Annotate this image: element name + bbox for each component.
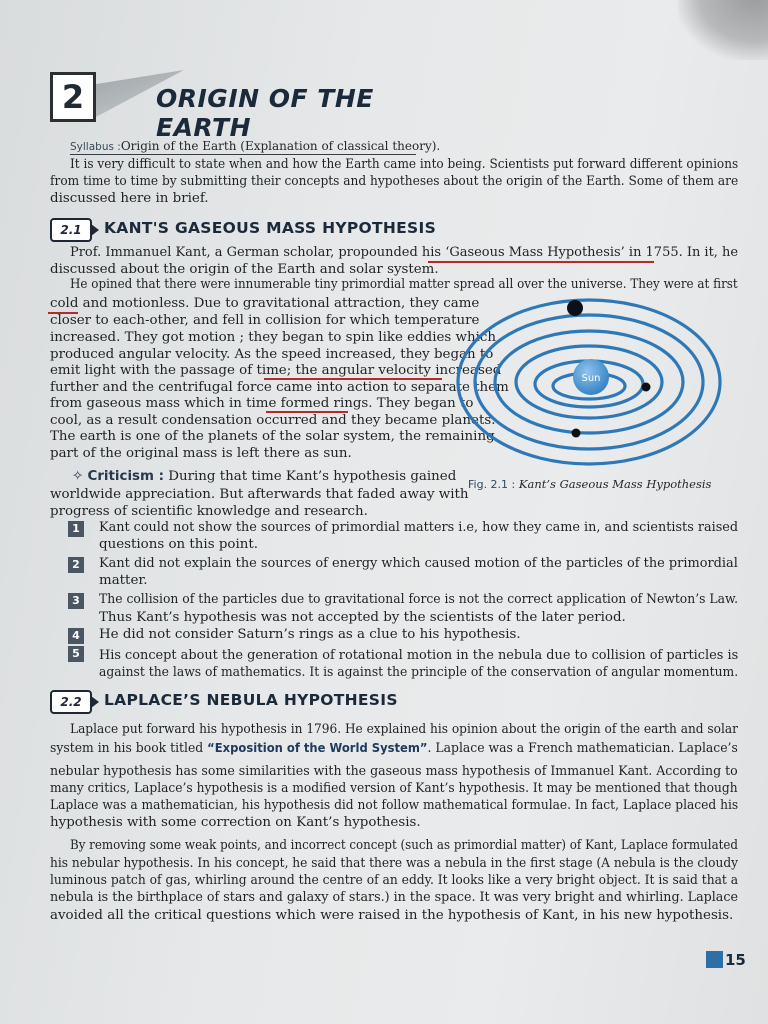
sun-label: Sun bbox=[581, 373, 601, 384]
kant-para2-line: further and the centrifugal force came into action to separate them bbox=[50, 380, 509, 395]
section-number-badge: 2.2 bbox=[50, 690, 92, 714]
kant-orbit-diagram bbox=[456, 296, 726, 471]
red-pen-underline bbox=[48, 312, 78, 314]
criticism-text: During that time Kant’s hypothesis gained bbox=[168, 469, 457, 484]
laplace-para2-line: avoided all the critical questions which were raised in the hypothesis of Kant, in his new hypothesis. bbox=[50, 908, 734, 923]
planet-dot bbox=[567, 300, 583, 316]
chapter-heading bbox=[50, 70, 470, 142]
point-line: questions on this point. bbox=[99, 537, 259, 552]
diamond-bullet-icon: ✧ bbox=[72, 469, 84, 484]
section-title: KANT'S GASEOUS MASS HYPOTHESIS bbox=[104, 219, 437, 237]
syllabus-label: Syllabus : bbox=[70, 141, 121, 153]
kant-para2-line: The earth is one of the planets of the solar system, the remaining bbox=[50, 429, 495, 444]
planet-dot bbox=[572, 429, 581, 438]
red-pen-underline bbox=[264, 378, 442, 380]
point-line: Kant could not show the sources of primordial matters i.e, how they came in, and scientists raised bbox=[99, 520, 739, 535]
figure-caption-text: Kant’s Gaseous Mass Hypothesis bbox=[518, 477, 712, 491]
kant-para2-line: increased. They got motion ; they began to spin like eddies which bbox=[50, 330, 497, 345]
point-line: Thus Kant’s hypothesis was not accepted by the scientists of the later period. bbox=[99, 610, 626, 625]
kant-para1-line: Prof. Immanuel Kant, a German scholar, propounded his ‘Gaseous Mass Hypothesis’ in 1755. In it, he bbox=[70, 245, 739, 260]
laplace-para1-line: Laplace put forward his hypothesis in 1796. He explained his opinion about the origin of the earth and solar bbox=[70, 722, 738, 737]
chapter-number: 2 bbox=[50, 72, 96, 122]
syllabus-line bbox=[70, 139, 440, 153]
kant-para2-line: cool, as a result condensation occurred and they became planets. bbox=[50, 413, 496, 428]
page-number-text: 15 bbox=[725, 951, 746, 969]
figure-label: Fig. 2.1 : bbox=[468, 478, 516, 491]
syllabus-underline bbox=[70, 154, 416, 155]
section-heading-2-1 bbox=[50, 218, 470, 240]
syllabus-text: Origin of the Earth (Explanation of classical theory). bbox=[120, 139, 441, 153]
criticism-line: worldwide appreciation. But afterwards that faded away with bbox=[50, 487, 469, 502]
point-number-badge: 3 bbox=[68, 593, 84, 609]
chapter-title: ORIGIN OF THE EARTH bbox=[156, 84, 374, 142]
point-line: Kant did not explain the sources of energy which caused motion of the particles of the primordial bbox=[99, 556, 738, 571]
kant-para2-line: He opined that there were innumerable tiny primordial matter spread all over the universe. They were at first bbox=[70, 277, 738, 292]
kant-para2-line: cold and motionless. Due to gravitational attraction, they came bbox=[50, 296, 480, 311]
point-line: He did not consider Saturn’s rings as a clue to his hypothesis. bbox=[99, 627, 521, 642]
laplace-para1-line bbox=[50, 740, 738, 757]
section-heading-2-2 bbox=[50, 690, 470, 712]
intro-line: It is very difficult to state when and how the Earth came into being. Scientists put forward different opinions bbox=[70, 157, 739, 172]
point-number-badge: 1 bbox=[68, 521, 84, 537]
point-number-badge: 5 bbox=[68, 646, 84, 662]
point-line: against the laws of mathematics. It is against the principle of the conservation of angular momentum. bbox=[99, 665, 739, 680]
laplace-para2-line: nebula is the birthplace of stars and galaxy of stars.) in the space. It was very bright and whirling. Laplace bbox=[50, 890, 738, 905]
kant-para1-line: discussed about the origin of the Earth and solar system. bbox=[50, 262, 439, 277]
laplace-para1-line: many critics, Laplace’s hypothesis is a modified version of Kant’s hypothesis. It may be mentioned that though bbox=[50, 781, 738, 796]
laplace-para1-line: hypothesis with some correction on Kant’s hypothesis. bbox=[50, 815, 421, 830]
red-pen-underline bbox=[428, 261, 654, 263]
laplace-para1-line: nebular hypothesis has some similarities with the gaseous mass hypothesis of Immanuel Kant. According to bbox=[50, 764, 738, 779]
criticism-label: Criticism : bbox=[87, 469, 164, 484]
criticism-line bbox=[72, 469, 456, 485]
laplace-para2-line: By removing some weak points, and incorrect concept (such as primordial matter) of Kant, Laplace formulated bbox=[70, 838, 739, 853]
point-line: matter. bbox=[99, 573, 148, 588]
kant-para2-line: produced angular velocity. As the speed increased, they began to bbox=[50, 347, 494, 362]
kant-para2-line: emit light with the passage of time; the angular velocity increased bbox=[50, 363, 502, 378]
point-line: The collision of the particles due to gravitational force is not the correct application of Newton’s Law. bbox=[99, 592, 739, 607]
point-line: His concept about the generation of rotational motion in the nebula due to collision of particles is bbox=[99, 648, 739, 663]
intro-line: discussed here in brief. bbox=[50, 191, 209, 206]
kant-para2-line: from gaseous mass which in time formed rings. They began to bbox=[50, 396, 474, 411]
page-number-marker bbox=[706, 951, 723, 968]
point-number-badge: 4 bbox=[68, 628, 84, 644]
kant-para2-line: closer to each-other, and fell in collision for which temperature bbox=[50, 313, 480, 328]
figure-caption bbox=[468, 477, 711, 491]
criticism-line: progress of scientific knowledge and research. bbox=[50, 504, 368, 519]
section-number-badge: 2.1 bbox=[50, 218, 92, 242]
laplace-para2-line: luminous patch of gas, whirling around the centre of an eddy. It looks like a very bright object. It is said that a bbox=[50, 873, 739, 888]
page-number bbox=[706, 951, 746, 969]
laplace-text: system in his book titled bbox=[50, 741, 208, 756]
section-title: LAPLACE’S NEBULA HYPOTHESIS bbox=[104, 691, 398, 709]
laplace-para1-line: Laplace was a mathematician, his hypothesis did not follow mathematical formulae. In fact, Laplace placed his bbox=[50, 798, 739, 813]
point-number-badge: 2 bbox=[68, 557, 84, 573]
book-title-highlight: “Exposition of the World System” bbox=[207, 740, 428, 755]
red-pen-underline bbox=[266, 411, 348, 413]
kant-para2-line: part of the original mass is left there as sun. bbox=[50, 446, 352, 461]
intro-line: from time to time by submitting their concepts and hypotheses about the origin of the Earth. Some of them are bbox=[50, 174, 739, 189]
laplace-text: . Laplace was a French mathematician. Laplace’s bbox=[427, 741, 738, 756]
planet-dot bbox=[642, 383, 651, 392]
page-corner-shadow bbox=[678, 0, 768, 60]
laplace-para2-line: his nebular hypothesis. In his concept, he said that there was a nebula in the first stage (A nebula is the cloudy bbox=[50, 856, 739, 871]
